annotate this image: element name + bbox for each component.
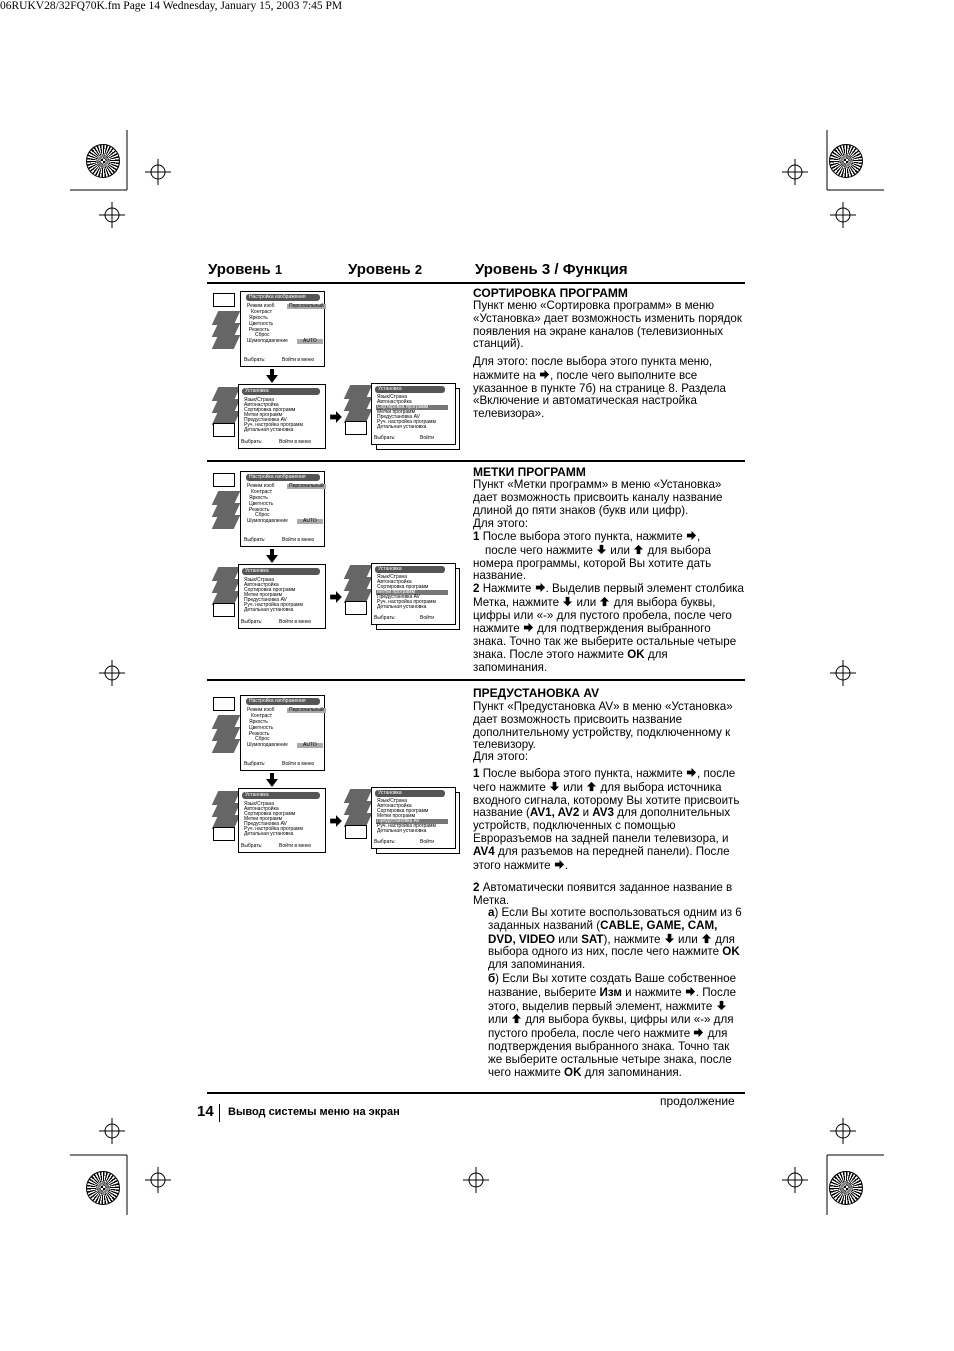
right-arrow-icon <box>693 1027 704 1038</box>
page-number: 14 <box>197 1103 214 1120</box>
right-arrow-icon <box>523 622 534 633</box>
section-divider <box>207 460 745 462</box>
up-arrow-icon <box>633 544 644 555</box>
picture-menu-screen: Настройка изображения Режим изоб Персональный Контраст Яркость Цветность Резкость Сброс Шумоподавление AUTO Выбрать: Войти в меню <box>240 695 325 771</box>
setup-menu-screen: Установка Язык/Страна Автонастройка Сортировка программ Метки программ Предустановка AV Руч. настройка программ Детальная установка Выбрать: Войти в меню <box>238 384 326 449</box>
section-av-step1: 1 После выбора этого пункта, нажмите , после чего нажмите или для выбора источника входного сигнала, которому Вы хотите присвоить название (AV1, AV2 и AV3 для дополнительных устройств, подключенных с помощью Евроразъемов на задней панели телевизора, и AV4 для разъемов на передней панели). После этого нажмите . <box>473 767 740 872</box>
section-av-for-this: Для этого: <box>473 750 529 763</box>
setup-icon <box>213 423 235 437</box>
setup-icon <box>345 421 367 435</box>
right-arrow-icon <box>539 369 550 380</box>
setup-submenu-screen: Установка Язык/Страна Автонастройка Сортировка программ Метки программ Предустановка AV Руч. настройка программ Детальная установка Выбрать: Войти <box>371 787 456 849</box>
down-arrow-icon <box>549 781 560 792</box>
up-arrow-icon <box>599 596 610 607</box>
footer-divider <box>219 1104 220 1122</box>
menu-title: Настройка изображения <box>246 294 320 301</box>
section-title-labels: МЕТКИ ПРОГРАММ <box>473 465 586 479</box>
section-title-av: ПРЕДУСТАНОВКА AV <box>473 686 600 700</box>
down-arrow-icon <box>596 544 607 555</box>
picture-menu-screen: Настройка изображения Режим изоб Персональный Контраст Яркость Цветность Резкость Сброс Шумоподавление AUTO Выбрать: Войти в меню <box>240 291 325 367</box>
section-labels-step2: 2 Нажмите . Выделив первый элемент столбика Метка, нажмите или для выбора буквы, цифры или «-» для пустого пробела, после чего нажмите для подтверждения выбранного знака. Точно так же выберите остальные четыре знака. После этого нажмите OK для запоминания. <box>473 582 744 674</box>
right-arrow-icon <box>686 530 697 541</box>
header-rule <box>207 282 745 284</box>
section-av-intro: Пункт «Предустановка AV» в меню «Установка» дает возможность присвоить название дополнительному устройству, подключенному к телевизору. <box>473 700 733 752</box>
tv-picture-icon <box>213 473 235 487</box>
up-arrow-icon <box>511 1013 522 1024</box>
section-av-option-b: б) Если Вы хотите создать Ваше собственное название, выберите Изм и нажмите . После этого, выделив первый элемент, нажмите или для выбора буквы, цифры или «-» для пустого пробела, после чего нажмите для подтверждения выбранного знака. Точно так же выберите остальные четыре знака, после чего нажмите OK для запоминания. <box>488 972 737 1079</box>
down-arrow-icon <box>266 375 278 383</box>
right-arrow-icon <box>329 410 343 424</box>
section-divider <box>207 679 745 681</box>
section-av-step2: 2 Автоматически появится заданное название в Метка. <box>473 881 733 907</box>
section-sort-intro: Пункт меню «Сортировка программ» в меню «Установка» дает возможность изменить порядок появления на экране каналов (телевизионных станций). <box>473 299 742 351</box>
setup-icon <box>345 601 367 615</box>
setup-menu-screen: Установка Язык/Страна Автонастройка Сортировка программ Метки программ Предустановка AV Руч. настройка программ Детальная установка Выбрать: Войти в меню <box>238 564 326 629</box>
tv-picture-icon <box>213 293 235 307</box>
down-arrow-icon <box>664 933 675 944</box>
level1-heading: Уровень 1 <box>208 261 283 278</box>
section-labels-for-this: Для этого: <box>473 517 529 530</box>
level2-heading: Уровень 2 <box>348 261 423 278</box>
right-arrow-icon <box>686 767 697 778</box>
continued-label: продолжение <box>660 1094 735 1108</box>
crop-header: 06RUKV28/32FQ70K.fm Page 14 Wednesday, January 15, 2003 7:45 PM <box>0 0 343 12</box>
down-arrow-icon <box>266 779 278 787</box>
setup-submenu-screen: Установка Язык/Страна Автонастройка Сортировка программ Метки программ Предустановка AV Руч. настройка программ Детальная установка Выбрать: Войти <box>371 563 456 625</box>
section-av-option-a: а) Если Вы хотите воспользоваться одним из 6 заданных названий (CABLE, GAME, CAM, DVD, VIDEO или SAT), нажмите или для выбора одного из них, после чего нажмите OK для запоминания. <box>488 906 742 972</box>
setup-submenu-screen: Установка Язык/Страна Автонастройка Сортировка программ Метки программ Предустановка AV Руч. настройка программ Детальная установка Выбрать: Войти <box>371 383 456 445</box>
setup-icon <box>213 827 235 841</box>
section-sort-steps: Для этого: после выбора этого пункта меню, нажмите на , после чего выполните все указанное в пункте 7б) на странице 8. Раздела «Включение и автоматическая настройка телевизора». <box>473 355 726 421</box>
right-arrow-icon <box>535 582 546 593</box>
setup-icon <box>213 603 235 617</box>
right-arrow-icon <box>685 986 696 997</box>
footer-title: Вывод системы меню на экран <box>228 1106 400 1118</box>
level3-heading: Уровень 3 / Функция <box>475 261 628 278</box>
down-arrow-icon <box>562 596 573 607</box>
right-arrow-icon <box>554 859 565 870</box>
tv-picture-icon <box>213 697 235 711</box>
up-arrow-icon <box>586 781 597 792</box>
down-arrow-icon <box>716 1000 727 1011</box>
section-title-sort: СОРТИРОВКА ПРОГРАММ <box>473 286 628 300</box>
setup-icon <box>345 825 367 839</box>
right-arrow-icon <box>329 590 343 604</box>
right-arrow-icon <box>329 814 343 828</box>
section-labels-step1: 1 После выбора этого пункта, нажмите , после чего нажмите или для выбора номера программы, которой Вы хотите дать название. <box>473 530 712 583</box>
picture-menu-screen: Настройка изображения Режим изоб Персональный Контраст Яркость Цветность Резкость Сброс Шумоподавление AUTO Выбрать: Войти в меню <box>240 471 325 547</box>
section-labels-intro: Пункт «Метки программ» в меню «Установка» дает возможность присвоить каналу название длиной до пяти знаков (букв или цифр). <box>473 478 723 517</box>
setup-menu-screen: Установка Язык/Страна Автонастройка Сортировка программ Метки программ Предустановка AV Руч. настройка программ Детальная установка Выбрать: Войти в меню <box>238 788 326 853</box>
up-arrow-icon <box>701 933 712 944</box>
down-arrow-icon <box>266 555 278 563</box>
